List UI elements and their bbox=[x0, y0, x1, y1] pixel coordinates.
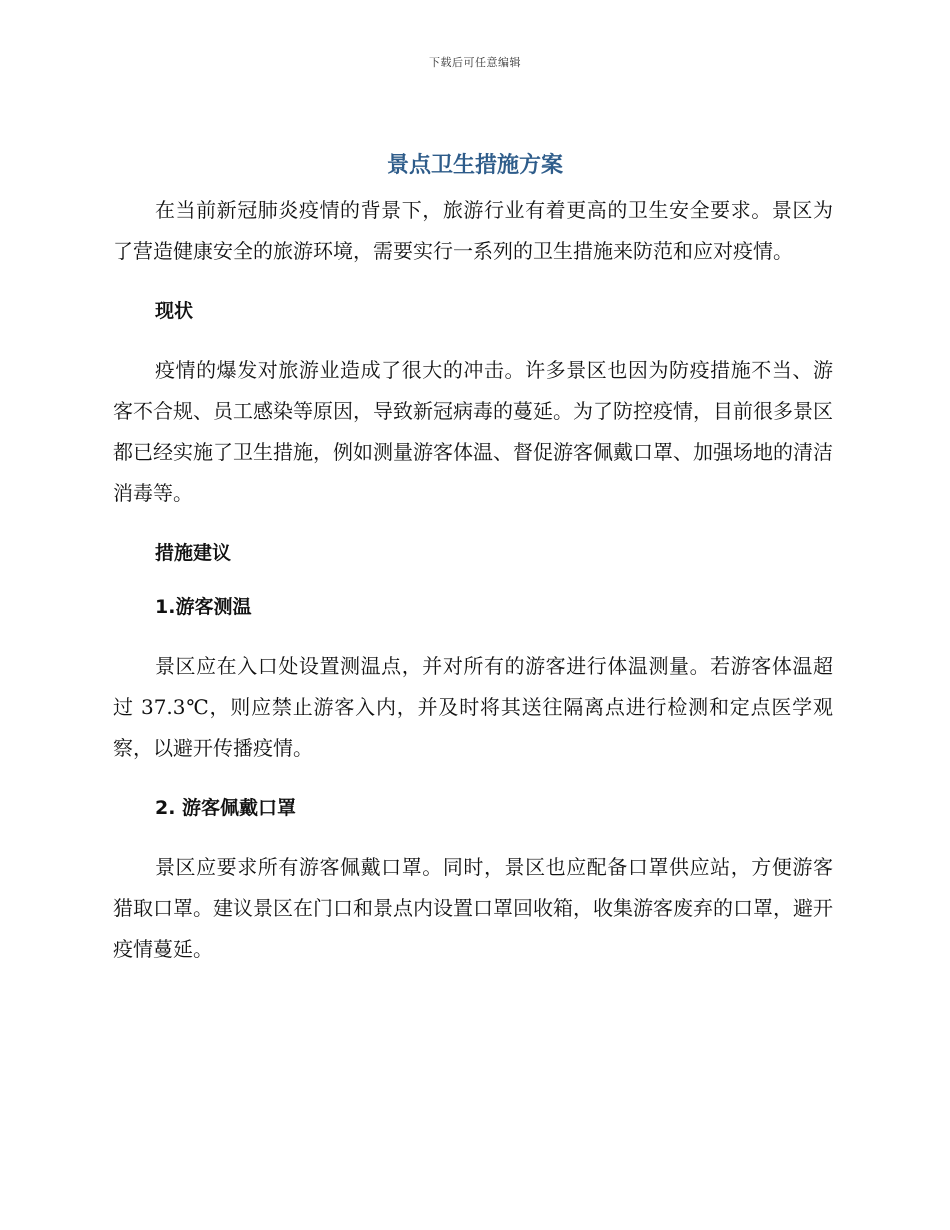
document-body bbox=[113, 190, 833, 970]
header-note: 下载后可任意编辑 bbox=[429, 56, 521, 69]
section-heading-masks: 2. 游客佩戴口罩 bbox=[155, 797, 297, 819]
section-heading-temperature: 1.游客测温 bbox=[155, 596, 252, 618]
intro-paragraph: 在当前新冠肺炎疫情的背景下，旅游行业有着更高的卫生安全要求。景区为了营造健康安全的旅游环境，需要实行一系列的卫生措施来防范和应对疫情。 bbox=[113, 198, 833, 263]
section-body-masks: 景区应要求所有游客佩戴口罩。同时，景区也应配备口罩供应站，方便游客猎取口罩。建议景区在门口和景点内设置口罩回收箱，收集游客废弃的口罩，避开疫情蔓延。 bbox=[113, 855, 833, 961]
section-heading-suggestions: 措施建议 bbox=[155, 542, 232, 564]
document-title: 景点卫生措施方案 bbox=[386, 153, 563, 178]
section-body-status: 疫情的爆发对旅游业造成了很大的冲击。许多景区也因为防疫措施不当、游客不合规、员工感染等原因，导致新冠病毒的蔓延。为了防控疫情，目前很多景区都已经实施了卫生措施，例如测量游客体温、督促游客佩戴口罩、加强场地的清洁消毒等。 bbox=[113, 358, 833, 505]
section-body-temperature: 景区应在入口处设置测温点，并对所有的游客进行体温测量。若游客体温超过 37.3℃，则应禁止游客入内，并及时将其送往隔离点进行检测和定点医学观察，以避开传播疫情。 bbox=[113, 654, 833, 760]
section-heading-status: 现状 bbox=[155, 300, 194, 322]
